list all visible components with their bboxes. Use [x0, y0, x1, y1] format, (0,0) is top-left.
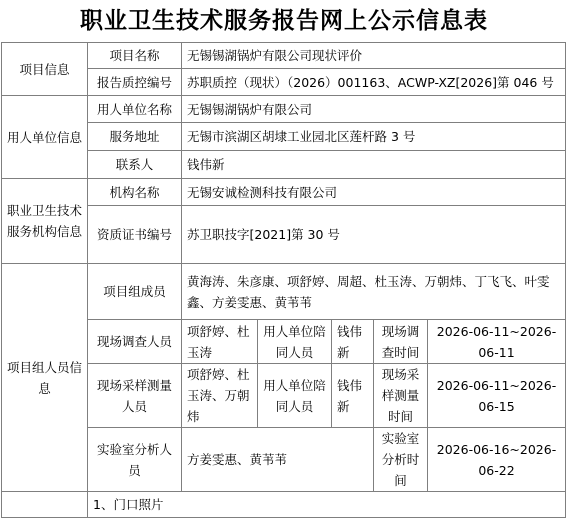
- category-photos: [2, 492, 88, 518]
- value-survey-time: 2026-06-11~2026-06-11: [428, 320, 566, 364]
- disclosure-table: [1, 42, 566, 518]
- value-contact: 钱伟新: [182, 151, 566, 179]
- value-photo-item-1: 1、门口照片: [88, 492, 566, 518]
- value-service-address: 无锡市滨湖区胡埭工业园北区莲杆路 3 号: [182, 123, 566, 151]
- value-survey-staff: 项舒婷、杜玉涛: [182, 320, 258, 364]
- row-employer-name: [2, 96, 566, 123]
- label-lab-time: 实验室分析时间: [374, 428, 428, 492]
- label-project-name: 项目名称: [88, 43, 182, 69]
- value-lab-staff: 方姜雯惠、黄苇苇: [182, 428, 374, 492]
- row-agency-name: [2, 179, 566, 206]
- value-report-no: 苏职质控（现状）（2026）001163、ACWP-XZ[2026]第 046 号: [182, 69, 566, 96]
- value-agency-name: 无锡安诚检测科技有限公司: [182, 179, 566, 206]
- row-project-name: [2, 43, 566, 69]
- value-employer-name: 无锡锡湖锅炉有限公司: [182, 96, 566, 123]
- label-survey-staff: 现场调查人员: [88, 320, 182, 364]
- label-cert-no: 资质证书编号: [88, 206, 182, 264]
- label-report-no: 报告质控编号: [88, 69, 182, 96]
- label-team-members: 项目组成员: [88, 264, 182, 320]
- label-survey-escort: 用人单位陪同人员: [258, 320, 332, 364]
- value-sampling-time: 2026-06-11~2026-06-15: [428, 364, 566, 428]
- label-service-address: 服务地址: [88, 123, 182, 151]
- value-sampling-escort: 钱伟新: [332, 364, 374, 428]
- value-team-members: 黄海涛、朱彦康、项舒婷、周超、杜玉涛、万朝炜、丁飞飞、叶雯鑫、方姜雯惠、黄苇苇: [182, 264, 566, 320]
- value-sampling-staff: 项舒婷、杜玉涛、万朝炜: [182, 364, 258, 428]
- label-contact: 联系人: [88, 151, 182, 179]
- page-title: 职业卫生技术服务报告网上公示信息表: [80, 8, 488, 34]
- category-project-info: 项目信息: [2, 43, 88, 96]
- category-agency-info: 职业卫生技术服务机构信息: [2, 179, 88, 264]
- label-sampling-time: 现场采样测量时间: [374, 364, 428, 428]
- value-project-name: 无锡锡湖锅炉有限公司现状评价: [182, 43, 566, 69]
- category-employer-info: 用人单位信息: [2, 96, 88, 179]
- row-photos: [2, 492, 566, 518]
- label-survey-time: 现场调查时间: [374, 320, 428, 364]
- label-sampling-staff: 现场采样测量人员: [88, 364, 182, 428]
- row-team-members: [2, 264, 566, 320]
- label-lab-staff: 实验室分析人员: [88, 428, 182, 492]
- value-lab-time: 2026-06-16~2026-06-22: [428, 428, 566, 492]
- label-agency-name: 机构名称: [88, 179, 182, 206]
- value-survey-escort: 钱伟新: [332, 320, 374, 364]
- label-sampling-escort: 用人单位陪同人员: [258, 364, 332, 428]
- category-team-info: 项目组人员信息: [2, 264, 88, 492]
- label-employer-name: 用人单位名称: [88, 96, 182, 123]
- value-cert-no: 苏卫职技字[2021]第 30 号: [182, 206, 566, 264]
